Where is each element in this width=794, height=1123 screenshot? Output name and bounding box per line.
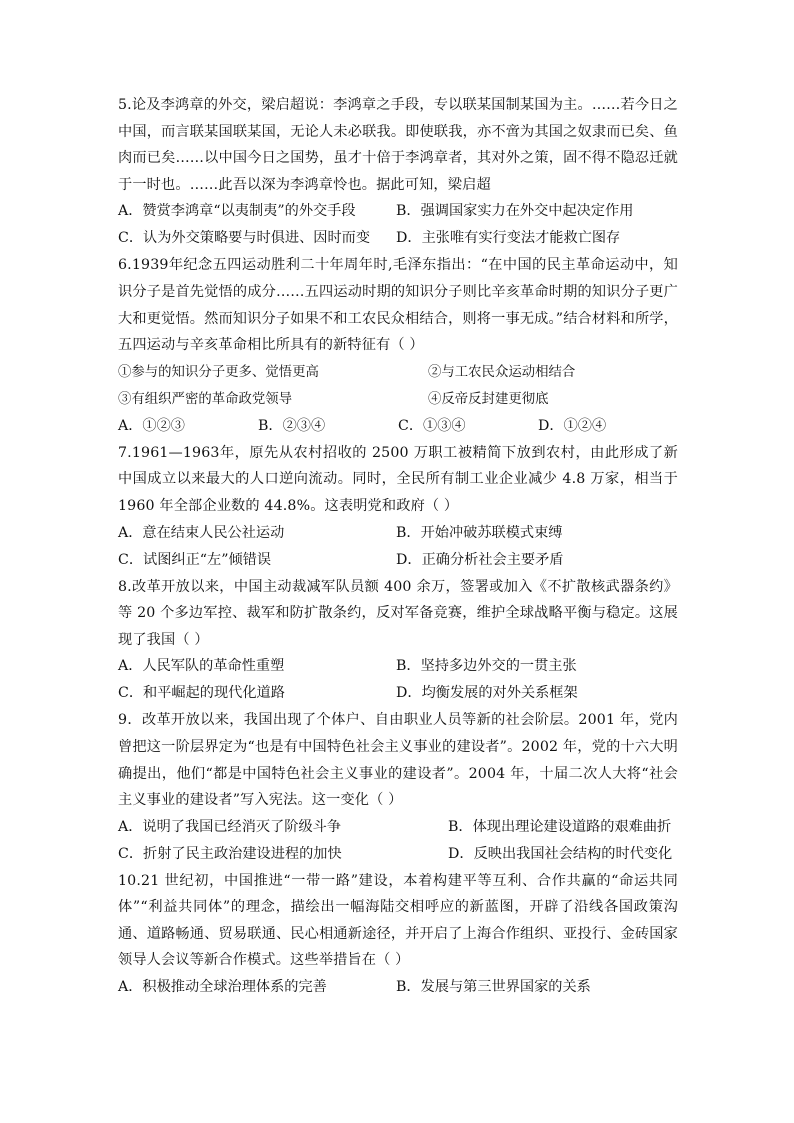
question-10 bbox=[118, 868, 678, 1001]
option-c: C．折射了民主政治建设进程的加快 bbox=[118, 845, 342, 862]
option-c: C．①③④ bbox=[398, 417, 466, 434]
question-7 bbox=[118, 440, 678, 574]
question-6-stem: 6.1939年纪念五四运动胜利二十年周年时,毛泽东指出：“在中国的民主革命运动中，知识分子是首先觉悟的成分……五四运动时期的知识分子则比辛亥革命时期的知识分子更广大和更觉悟。然而知识分子如果不和工农民众相结合，则将一事无成。”结合材料和所学，五四运动与辛亥革命相比所具有的新特征有（ ） bbox=[118, 257, 678, 354]
option-b: B．坚持多边外交的一贯主张 bbox=[396, 658, 577, 675]
option-c: C．和平崛起的现代化道路 bbox=[118, 685, 285, 702]
question-7-stem: 7.1961—1963年，原先从农村招收的 2500 万职工被精简下放到农村，由此形成了新中国成立以来最大的人口逆向流动。同时，全民所有制工业企业减少 4.8 万家，相当于 1960 年全部企业数的 44.8%。这表明党和政府（ ） bbox=[118, 444, 678, 514]
item-3: ③有组织严密的革命政党领导 bbox=[118, 391, 293, 407]
question-9-options bbox=[118, 814, 678, 868]
item-1: ①参与的知识分子更多、觉悟更高 bbox=[118, 364, 319, 380]
option-d: D．①②④ bbox=[538, 417, 607, 434]
question-5-stem: 5.论及李鸿章的外交，梁启超说：李鸿章之手段，专以联某国制某国为主。……若今日之中国，而言联某国联某国，无论人未必联我。即使联我，亦不啻为其国之奴隶而已矣、鱼肉而已矣……以中国今日之国势，虽才十倍于李鸿章者，其对外之策，固不得不隐忍迁就于一时也。……此吾以深为李鸿章怜也。据此可知，梁启超 bbox=[118, 97, 678, 193]
question-8-stem: 8.改革开放以来，中国主动裁减军队员额 400 余万，签署或加入《不扩散核武器条约》等 20 个多边军控、裁军和防扩散条约，反对军备竞赛，维护全球战略平衡与稳定。这展现了我国（ ） bbox=[118, 578, 678, 648]
question-8-options bbox=[118, 653, 678, 707]
question-9 bbox=[118, 707, 678, 867]
question-6-items bbox=[118, 359, 678, 413]
option-d: D．反映出我国社会结构的时代变化 bbox=[448, 845, 673, 862]
option-a: A．①②③ bbox=[118, 417, 185, 434]
question-8 bbox=[118, 574, 678, 708]
exam-page bbox=[118, 92, 678, 1001]
option-a: A．积极推动全球治理体系的完善 bbox=[118, 979, 327, 996]
option-a: A．人民军队的革命性重塑 bbox=[118, 658, 285, 675]
option-c: C．认为外交策略要与时俱进、因时而变 bbox=[118, 230, 371, 247]
question-10-options bbox=[118, 974, 678, 1001]
option-a: A．说明了我国已经消灭了阶级斗争 bbox=[118, 818, 342, 835]
option-a: A．意在结束人民公社运动 bbox=[118, 524, 285, 541]
option-d: D．主张唯有实行变法才能救亡图存 bbox=[396, 230, 621, 247]
question-6-options bbox=[118, 413, 678, 440]
item-4: ④反帝反封建更彻底 bbox=[428, 391, 549, 407]
question-6 bbox=[118, 252, 678, 439]
option-d: D．正确分析社会主要矛盾 bbox=[396, 551, 564, 568]
item-2: ②与工农民众运动相结合 bbox=[428, 364, 576, 380]
option-b: B．强调国家实力在外交中起决定作用 bbox=[396, 203, 634, 220]
option-a: A．赞赏李鸿章“以夷制夷”的外交手段 bbox=[118, 203, 356, 220]
question-9-stem: 9．改革开放以来，我国出现了个体户、自由职业人员等新的社会阶层。2001 年，党内曾把这一阶层界定为“也是有中国特色社会主义事业的建设者”。2002 年，党的十六大明确提出，他们“都是中国特色社会主义事业的建设者”。2004 年，十届二次人大将“社会主义事业的建设者”写入宪法。这一变化（ ） bbox=[118, 712, 678, 809]
option-c: C．试图纠正“左”倾错误 bbox=[118, 551, 272, 568]
question-5 bbox=[118, 92, 678, 252]
option-d: D．均衡发展的对外关系框架 bbox=[396, 685, 578, 702]
question-7-options bbox=[118, 520, 678, 574]
option-b: B．②③④ bbox=[258, 417, 326, 434]
option-b: B．发展与第三世界国家的关系 bbox=[396, 979, 591, 996]
option-b: B．开始冲破苏联模式束缚 bbox=[396, 524, 563, 541]
question-10-stem: 10.21 世纪初，中国推进“一带一路”建设，本着构建平等互利、合作共赢的“命运共同体”“利益共同体”的理念，描绘出一幅海陆交相呼应的新蓝图，开辟了沿线各国政策沟通、道路畅通、贸易联通、民心相通新途径，并开启了上海合作组织、亚投行、金砖国家领导人会议等新合作模式。这些举措旨在（ ） bbox=[118, 872, 678, 969]
option-b: B．体现出理论建设道路的艰难曲折 bbox=[448, 818, 672, 835]
question-5-options bbox=[118, 198, 678, 252]
